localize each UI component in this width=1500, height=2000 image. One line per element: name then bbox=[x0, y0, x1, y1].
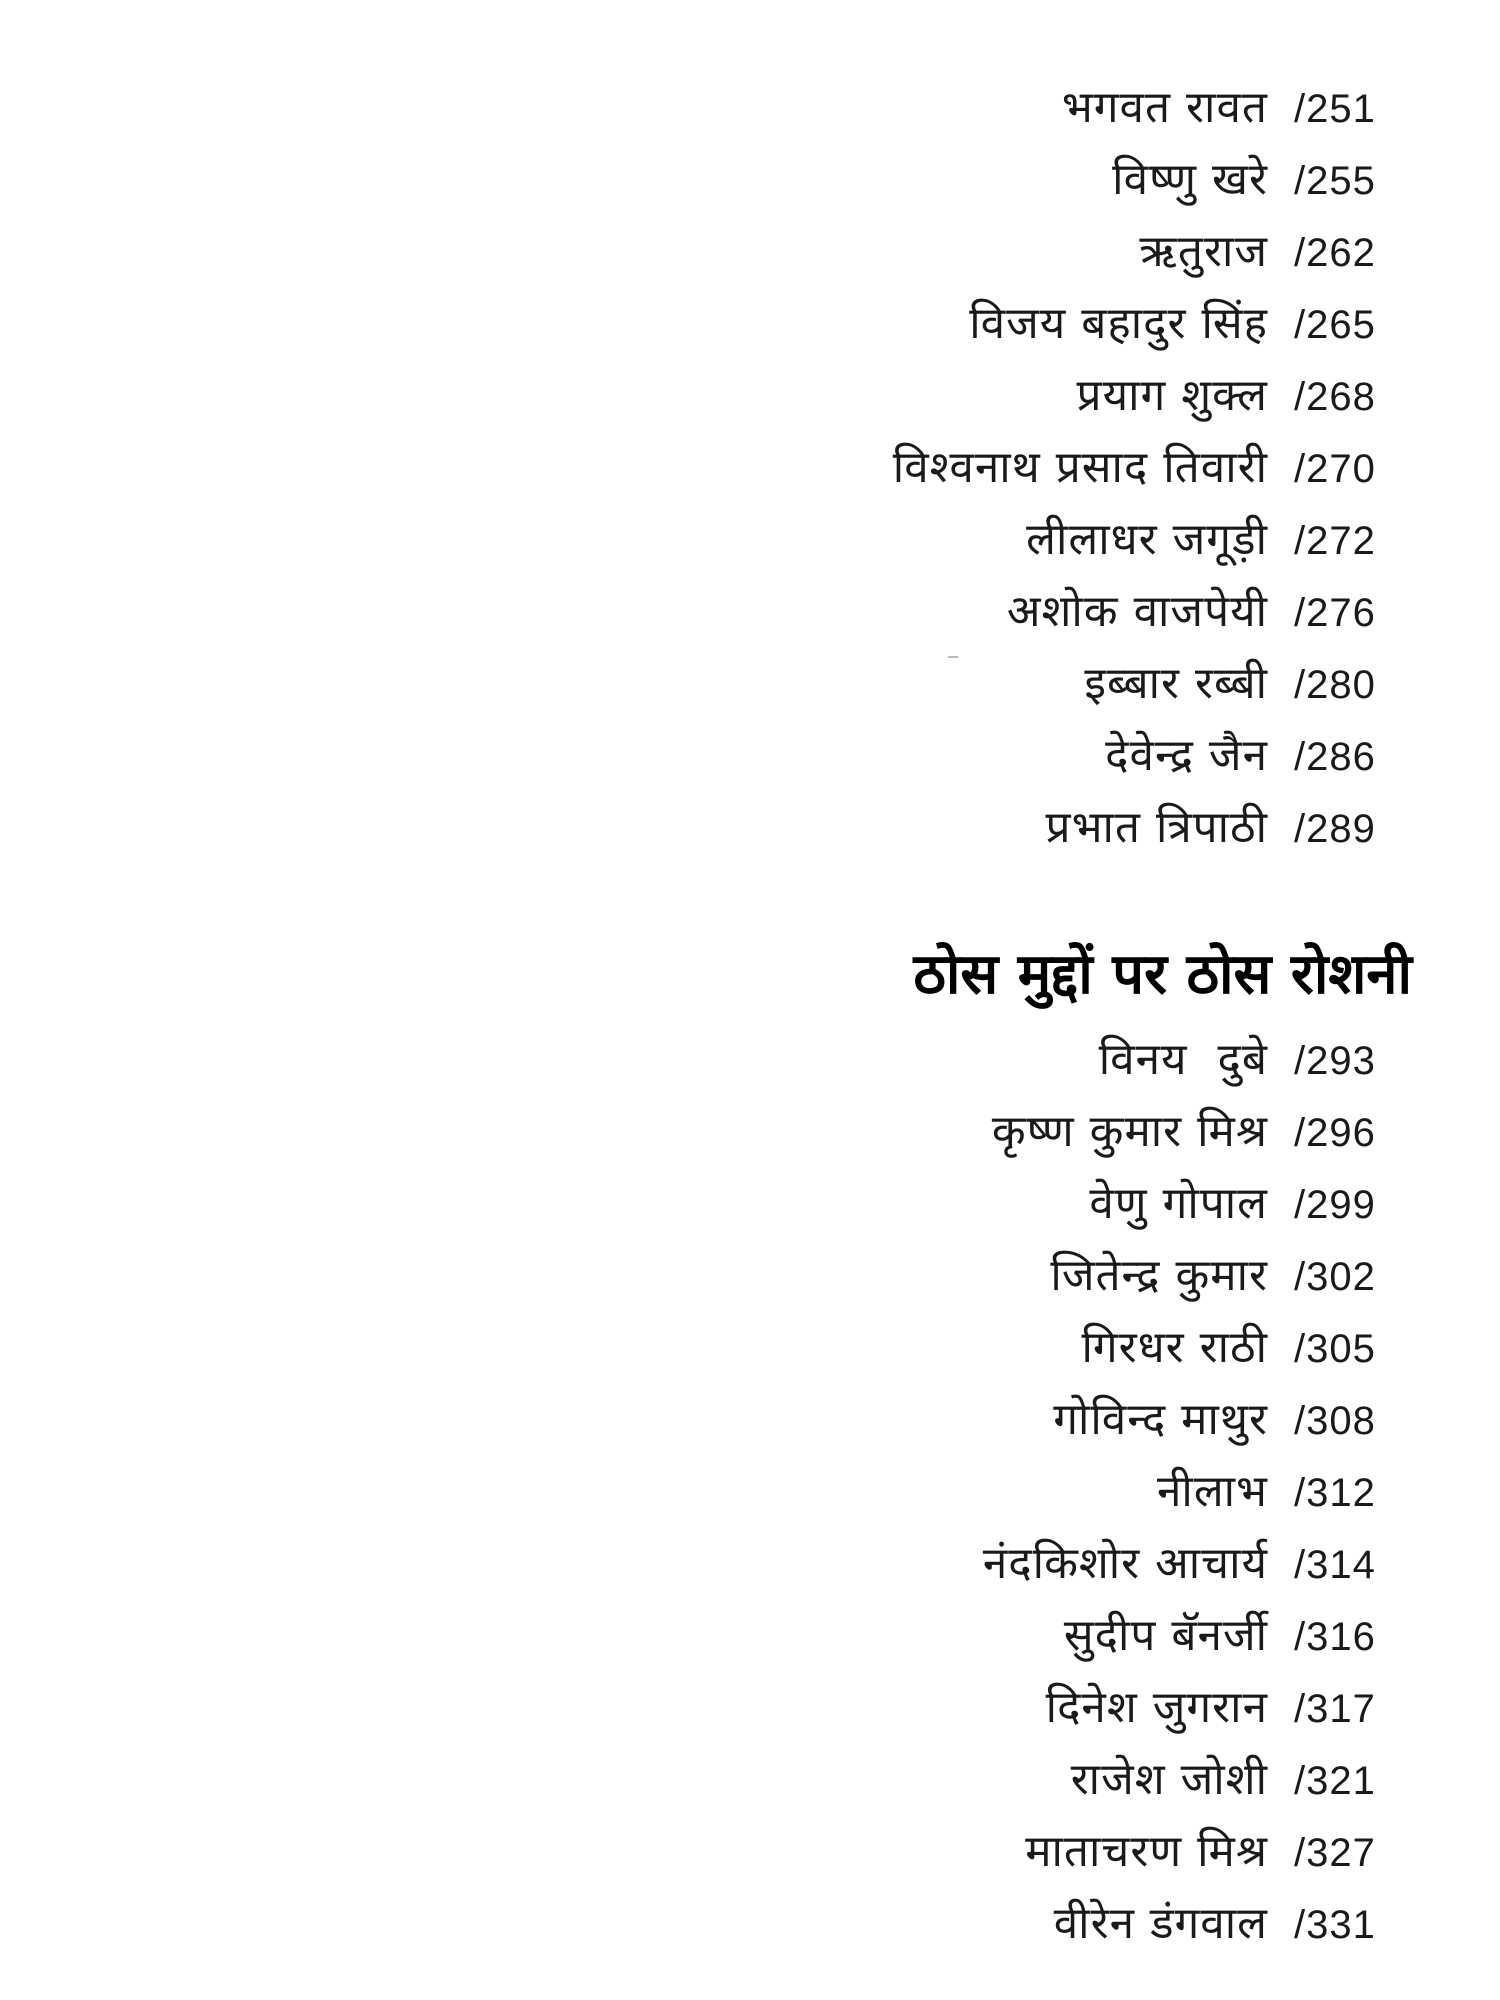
contents-entry bbox=[510, 1312, 1410, 1384]
page-number: /314 bbox=[1294, 1543, 1376, 1587]
page-number: /251 bbox=[1294, 87, 1376, 131]
author-name: जितेन्द्र कुमार bbox=[1050, 1250, 1268, 1301]
contents-entry bbox=[510, 1096, 1410, 1168]
page-number: /331 bbox=[1294, 1903, 1376, 1947]
page-number: /280 bbox=[1294, 663, 1376, 707]
contents-entry bbox=[510, 576, 1410, 648]
page-number: /308 bbox=[1294, 1399, 1376, 1443]
page-number: /296 bbox=[1294, 1111, 1376, 1155]
author-name: वीरेन डंगवाल bbox=[1053, 1898, 1268, 1949]
page-number: /293 bbox=[1294, 1039, 1376, 1083]
contents-entry bbox=[510, 288, 1410, 360]
contents-entry bbox=[510, 432, 1410, 504]
contents-list-part-two bbox=[510, 1024, 1410, 1960]
page-number: /265 bbox=[1294, 303, 1376, 347]
page-number: /289 bbox=[1294, 807, 1376, 851]
contents-entry bbox=[510, 1528, 1410, 1600]
author-name: राजेश जोशी bbox=[1070, 1754, 1268, 1805]
page-number: /305 bbox=[1294, 1327, 1376, 1371]
author-name: विजय बहादुर सिंह bbox=[969, 298, 1268, 349]
contents-entry bbox=[510, 1384, 1410, 1456]
contents-entry bbox=[510, 1600, 1410, 1672]
page-number: /299 bbox=[1294, 1183, 1376, 1227]
author-name: विनय दुबे bbox=[1098, 1034, 1268, 1085]
page-number: /286 bbox=[1294, 735, 1376, 779]
print-speck bbox=[948, 656, 958, 658]
author-name: नीलाभ bbox=[1157, 1466, 1268, 1517]
page-number: /327 bbox=[1294, 1831, 1376, 1875]
contents-entry bbox=[510, 1456, 1410, 1528]
author-name: माताचरण मिश्र bbox=[1025, 1826, 1268, 1877]
author-name: प्रयाग शुक्ल bbox=[1076, 370, 1268, 421]
contents-entry bbox=[510, 1888, 1410, 1960]
contents-entry bbox=[510, 792, 1410, 864]
author-name: विष्णु खरे bbox=[1112, 154, 1268, 205]
contents-entry bbox=[510, 1744, 1410, 1816]
page-number: /268 bbox=[1294, 375, 1376, 419]
author-name: अशोक वाजपेयी bbox=[1006, 586, 1268, 637]
contents-entry bbox=[510, 216, 1410, 288]
page-number: /312 bbox=[1294, 1471, 1376, 1515]
author-name: इब्बार रब्बी bbox=[1084, 658, 1268, 709]
author-name: भगवत रावत bbox=[1061, 82, 1268, 133]
page-number: /276 bbox=[1294, 591, 1376, 635]
author-name: विश्वनाथ प्रसाद तिवारी bbox=[892, 442, 1268, 493]
section-heading: ठोस मुद्दों पर ठोस रोशनी bbox=[913, 941, 1412, 1007]
contents-entry bbox=[510, 1240, 1410, 1312]
page-number: /270 bbox=[1294, 447, 1376, 491]
author-name: ऋतुराज bbox=[1139, 226, 1268, 277]
contents-entry bbox=[510, 144, 1410, 216]
page-number: /255 bbox=[1294, 159, 1376, 203]
page-number: /317 bbox=[1294, 1687, 1376, 1731]
page-number: /302 bbox=[1294, 1255, 1376, 1299]
contents-entry bbox=[510, 648, 1410, 720]
author-name: सुदीप बॅनर्जी bbox=[1063, 1610, 1268, 1661]
author-name: गिरधर राठी bbox=[1081, 1322, 1268, 1373]
author-name: कृष्ण कुमार मिश्र bbox=[991, 1106, 1268, 1157]
contents-entry bbox=[510, 1168, 1410, 1240]
author-name: देवेन्द्र जैन bbox=[1105, 730, 1268, 781]
contents-entry bbox=[510, 504, 1410, 576]
page-number: /316 bbox=[1294, 1615, 1376, 1659]
author-name: प्रभात त्रिपाठी bbox=[1045, 802, 1268, 853]
page-number: /272 bbox=[1294, 519, 1376, 563]
page-number: /321 bbox=[1294, 1759, 1376, 1803]
contents-entry bbox=[510, 1024, 1410, 1096]
contents-entry bbox=[510, 720, 1410, 792]
author-name: वेणु गोपाल bbox=[1089, 1178, 1268, 1229]
contents-entry bbox=[510, 360, 1410, 432]
contents-entry bbox=[510, 1672, 1410, 1744]
contents-entry bbox=[510, 72, 1410, 144]
author-name: गोविन्द माथुर bbox=[1053, 1394, 1268, 1445]
author-name: लीलाधर जगूड़ी bbox=[1026, 514, 1268, 565]
contents-list-part-one bbox=[510, 72, 1410, 864]
contents-entry bbox=[510, 1816, 1410, 1888]
author-name: दिनेश जुगरान bbox=[1045, 1682, 1268, 1733]
author-name: नंदकिशोर आचार्य bbox=[982, 1538, 1268, 1589]
page-number: /262 bbox=[1294, 231, 1376, 275]
